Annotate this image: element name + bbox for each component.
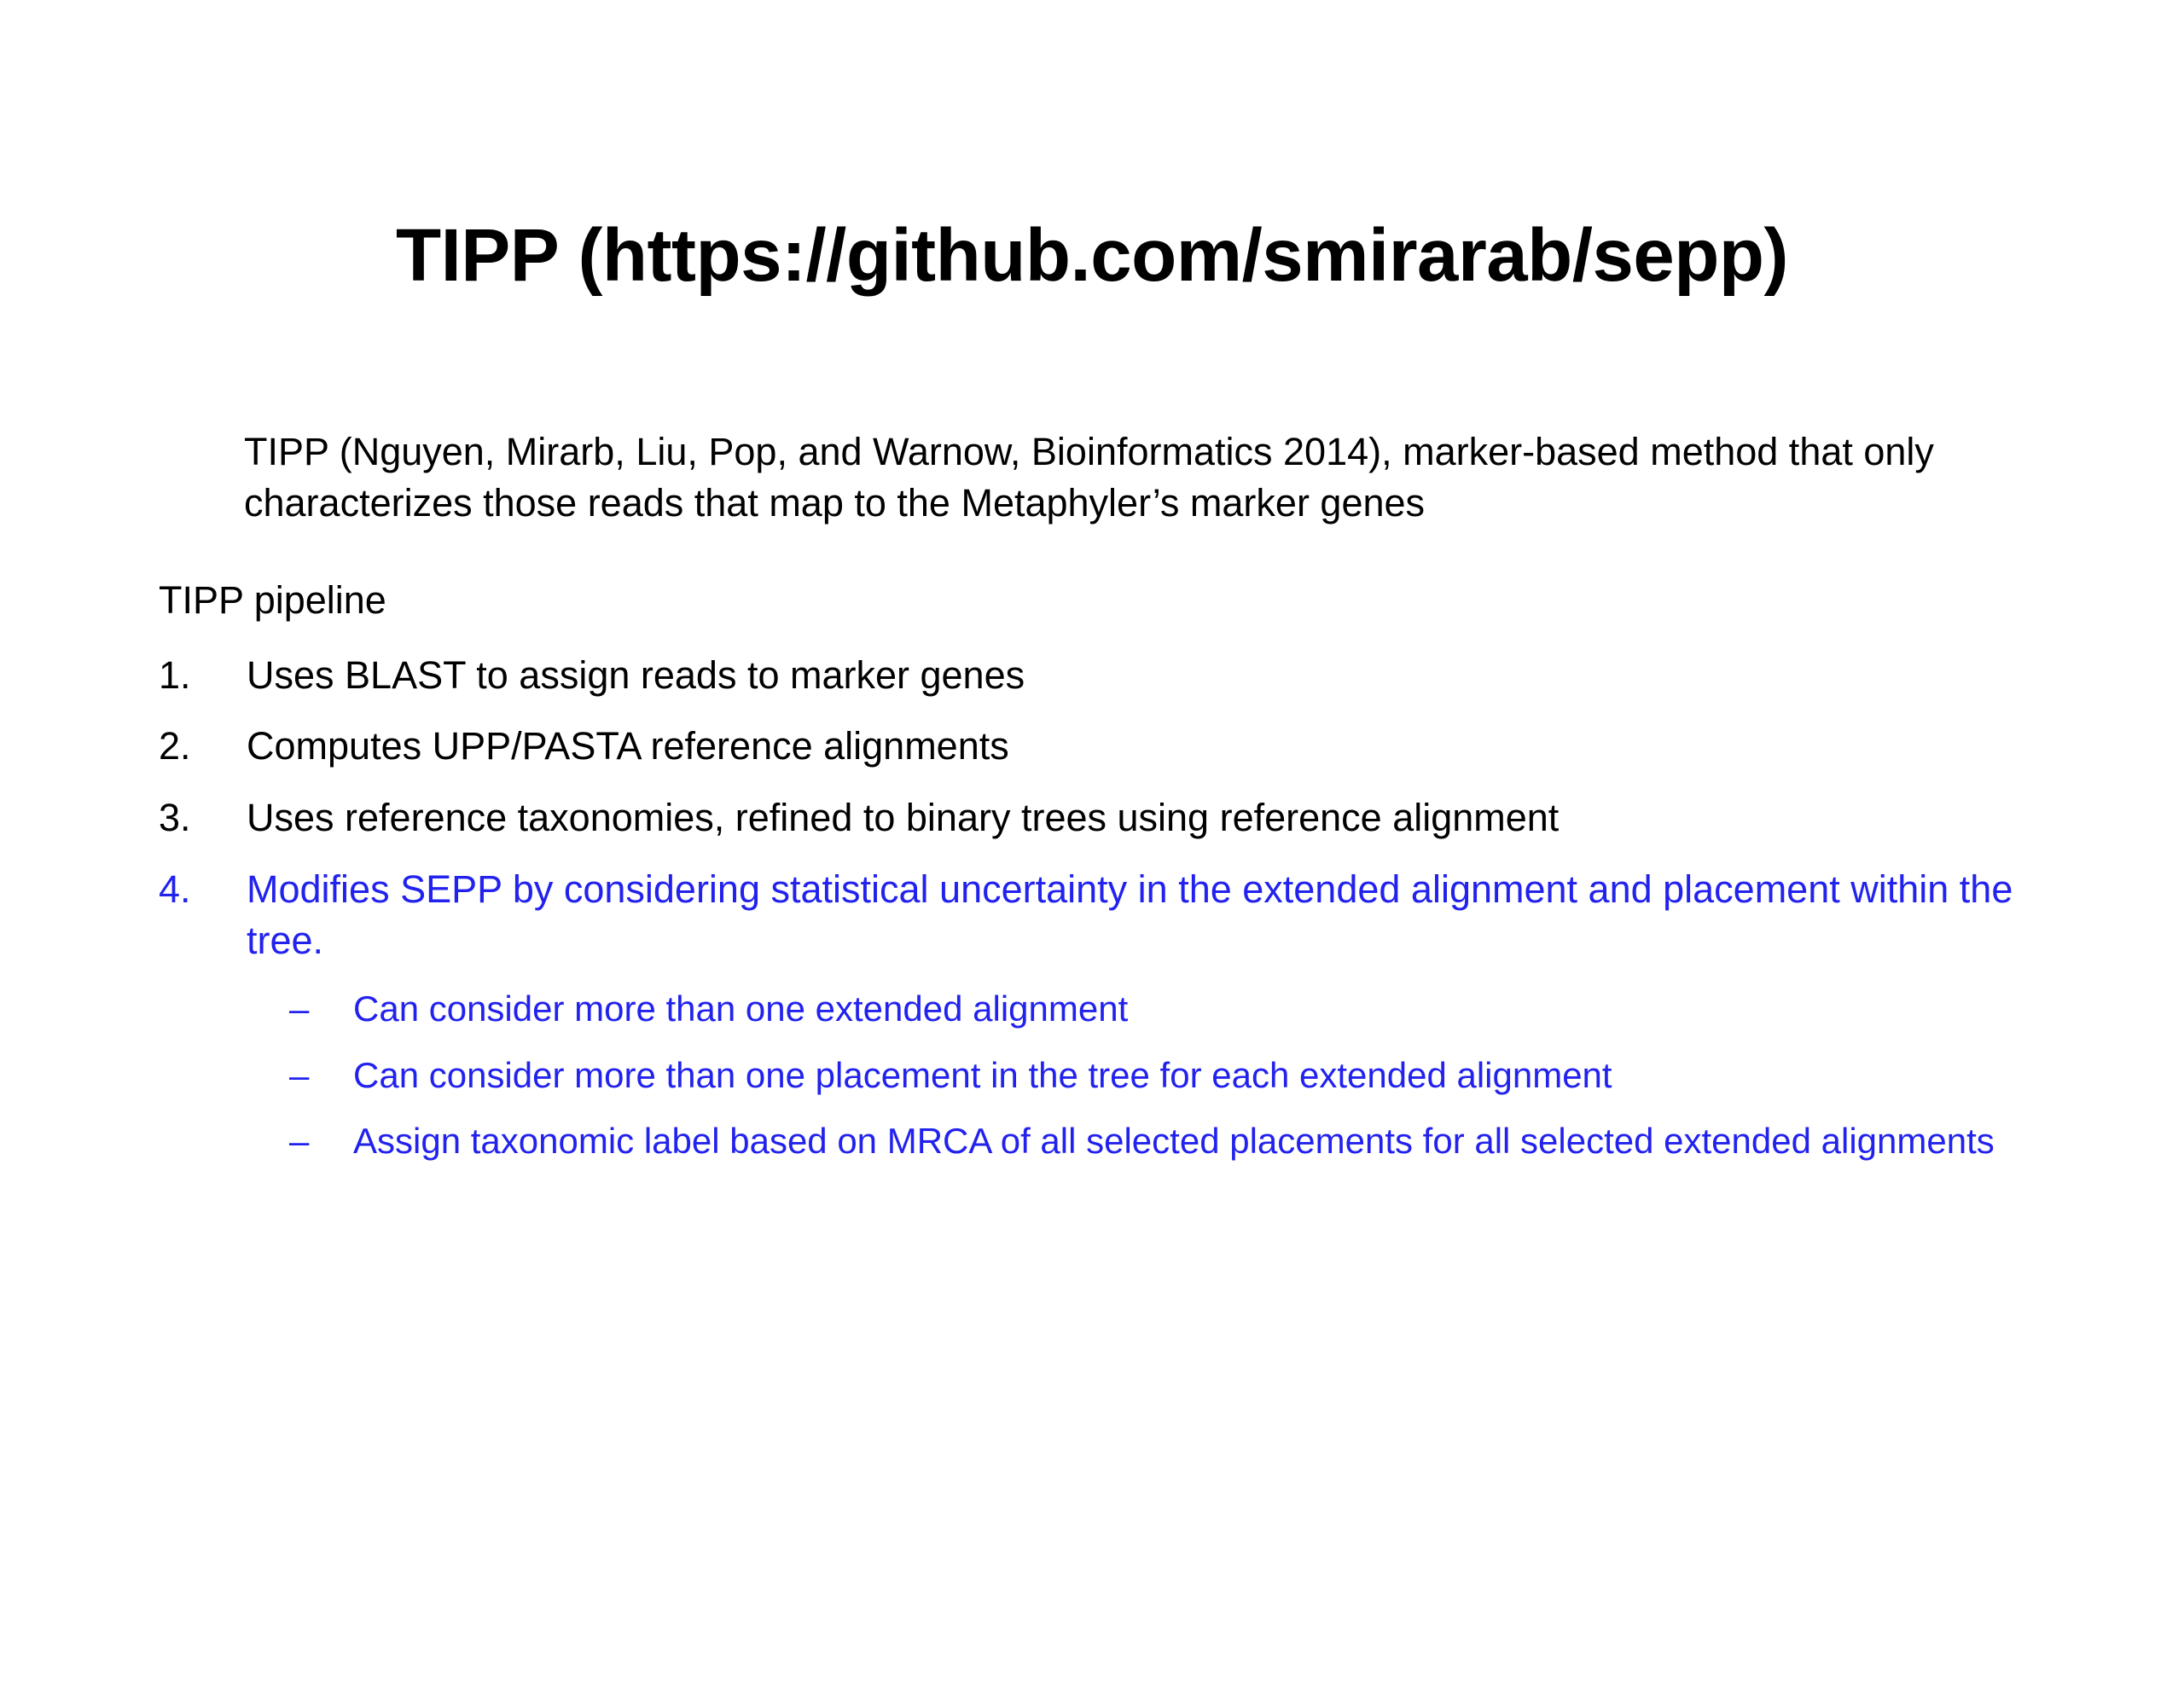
step-text: Modifies SEPP by considering statistical uncertainty in the extended alignment and placement within the tree. — [247, 867, 2013, 962]
sub-point-text: Can consider more than one placement in the tree for each extended alignment — [353, 1054, 1612, 1095]
sub-point-text: Can consider more than one extended alignment — [353, 988, 1129, 1029]
step-text: Uses BLAST to assign reads to marker genes — [247, 652, 1025, 697]
dash-bullet-icon: – — [289, 1121, 310, 1162]
list-item-sub-2 — [247, 1052, 2053, 1099]
sub-points-list — [247, 985, 2053, 1166]
step-text: Uses reference taxonomies, refined to binary trees using reference alignment — [247, 796, 1560, 840]
slide-body — [159, 426, 2053, 1186]
sub-point-text: Assign taxonomic label based on MRCA of all selected placements for all selected extended alignments — [353, 1121, 1995, 1162]
list-item-step-3 — [159, 792, 2053, 844]
pipeline-steps-list — [159, 650, 2053, 1166]
section-label-tipp-pipeline: TIPP pipeline — [159, 577, 386, 622]
list-item-sub-1 — [247, 985, 2053, 1033]
step-number: 2. — [159, 724, 191, 768]
slide-title: TIPP (https://github.com/smirarab/sepp) — [395, 214, 1789, 298]
dash-bullet-icon: – — [289, 988, 310, 1029]
intro-paragraph: TIPP (Nguyen, Mirarb, Liu, Pop, and Warnow, Bioinformatics 2014), marker-based method that only characterizes those reads that map to the Metaphyler’s marker genes — [244, 430, 1934, 525]
list-item-step-2 — [159, 721, 2053, 772]
list-item-sub-3 — [247, 1117, 2053, 1165]
step-number: 3. — [159, 796, 191, 840]
list-item-step-1 — [159, 650, 2053, 701]
step-text: Computes UPP/PASTA reference alignments — [247, 724, 1009, 768]
step-number: 1. — [159, 652, 191, 697]
step-number: 4. — [159, 867, 191, 912]
list-item-step-4 — [159, 864, 2053, 1165]
dash-bullet-icon: – — [289, 1054, 310, 1095]
